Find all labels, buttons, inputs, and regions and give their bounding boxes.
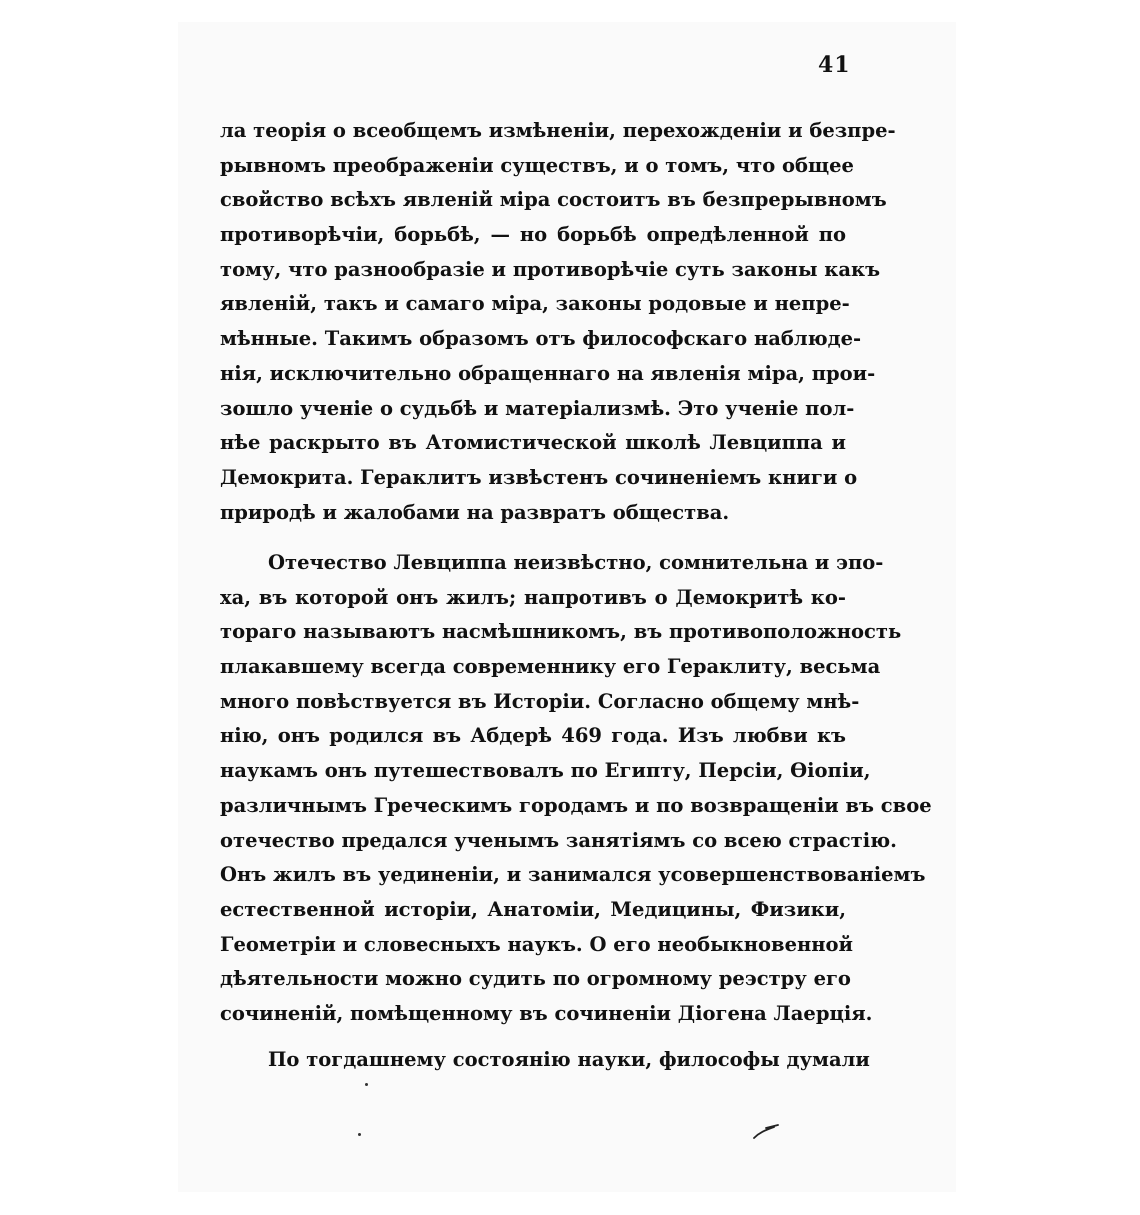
text-line: ла теорія о всеобщемъ измѣненіи, перехожденіи и безпре- xyxy=(220,119,896,142)
text-line: Отечество Левциппа неизвѣстно, сомнительна и эпо- xyxy=(268,551,884,574)
scan-speck xyxy=(358,1133,361,1136)
text-line: плакавшему всегда современнику его Гераклиту, весьма xyxy=(220,655,881,679)
text-line: естественной исторіи, Анатоміи, Медицины, Физики, xyxy=(220,897,846,921)
text-line: сочиненій, помѣщенному въ сочиненіи Діогена Лаерція. xyxy=(220,1001,873,1025)
text-line: противорѣчіи, борьбѣ, — но борьбѣ опредѣленной по xyxy=(220,223,846,247)
text-line: нію, онъ родился въ Абдерѣ 469 года. Изъ любви къ xyxy=(220,724,846,748)
text-line: много повѣствуется въ Исторіи. Согласно общему мнѣ- xyxy=(220,689,860,713)
text-line: тораго называютъ насмѣшникомъ, въ противоположность xyxy=(220,620,902,644)
paragraph-1 xyxy=(220,114,896,530)
text-line: Онъ жилъ въ уединеніи, и занимался усовершенствованіемъ xyxy=(220,863,926,887)
scan-speck xyxy=(365,1083,368,1086)
ink-stroke-mark xyxy=(752,1122,782,1142)
text-line: дѣятельности можно судить по огромному реэстру его xyxy=(220,967,851,991)
text-line: рывномъ преображеніи существъ, и о томъ, что общее xyxy=(220,153,854,177)
text-line: нѣе раскрыто въ Атомистической школѣ Левциппа и xyxy=(220,431,846,455)
paragraph-3 xyxy=(220,1043,870,1078)
text-line: Геометріи и словесныхъ наукъ. О его необыкновенной xyxy=(220,932,854,956)
text-line: По тогдашнему состоянію науки, философы думали xyxy=(268,1048,870,1071)
text-line: природѣ и жалобами на развратъ общества. xyxy=(220,500,730,524)
text-line: Демокрита. Гераклитъ извѣстенъ сочиненіемъ книги о xyxy=(220,465,858,489)
text-line: зошло ученіе о судьбѣ и матеріализмѣ. Это ученіе пол- xyxy=(220,396,855,420)
paragraph-2 xyxy=(220,546,932,1032)
text-line: явленій, такъ и самаго міра, законы родовые и непре- xyxy=(220,292,850,316)
text-line: отечество предался ученымъ занятіямъ со всею страстію. xyxy=(220,828,897,852)
text-line: свойство всѣхъ явленій міра состоитъ въ безпрерывномъ xyxy=(220,188,887,212)
text-line: мѣнные. Такимъ образомъ отъ философскаго наблюде- xyxy=(220,327,862,351)
text-line: различнымъ Греческимъ городамъ и по возвращеніи въ свое xyxy=(220,793,932,817)
page-number: 41 xyxy=(818,52,851,78)
text-line: нія, исключительно обращеннаго на явленія міра, прои- xyxy=(220,361,876,385)
text-line: наукамъ онъ путешествовалъ по Египту, Персіи, Ѳіопіи, xyxy=(220,759,871,783)
text-line: ха, въ которой онъ жилъ; напротивъ о Демокритѣ ко- xyxy=(220,585,846,609)
text-line: тому, что разнообразіе и противорѣчіе суть законы какъ xyxy=(220,257,881,281)
